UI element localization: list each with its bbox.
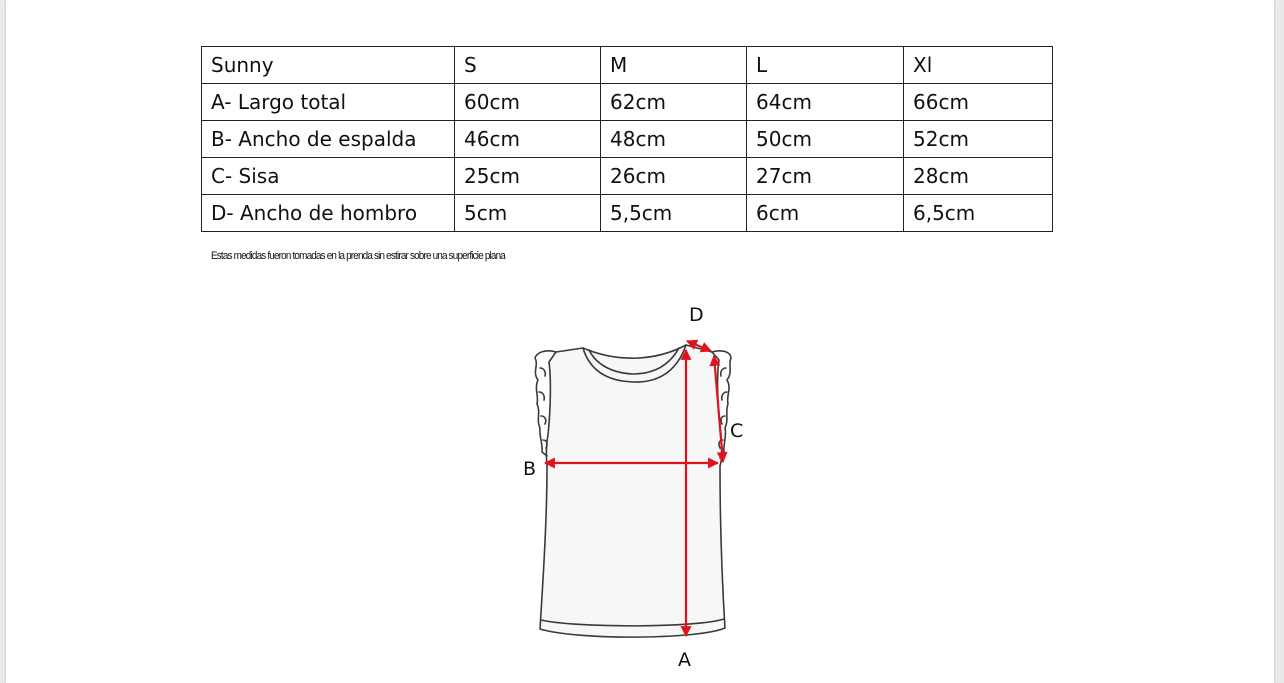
table-cell: 64cm xyxy=(747,84,904,121)
row-label: D- Ancho de hombro xyxy=(202,195,455,232)
table-cell: 28cm xyxy=(904,158,1053,195)
header-cell-size-l: L xyxy=(747,47,904,84)
header-cell-size-s: S xyxy=(455,47,601,84)
garment-diagram xyxy=(506,295,766,665)
table-cell: 62cm xyxy=(601,84,747,121)
row-label: B- Ancho de espalda xyxy=(202,121,455,158)
table-row xyxy=(202,121,1053,158)
table-cell: 48cm xyxy=(601,121,747,158)
table-cell: 50cm xyxy=(747,121,904,158)
table-row xyxy=(202,84,1053,121)
label-a: A xyxy=(678,649,691,671)
document-page xyxy=(6,0,1274,683)
measurement-note: Estas medidas fueron tomadas en la prenda sin estirar sobre una superficie plana xyxy=(211,250,506,262)
header-cell-product: Sunny xyxy=(202,47,455,84)
table-cell: 66cm xyxy=(904,84,1053,121)
table-cell: 5cm xyxy=(455,195,601,232)
table-cell: 27cm xyxy=(747,158,904,195)
header-cell-size-xl: Xl xyxy=(904,47,1053,84)
table-cell: 60cm xyxy=(455,84,601,121)
row-label: A- Largo total xyxy=(202,84,455,121)
table-row xyxy=(202,158,1053,195)
table-header-row xyxy=(202,47,1053,84)
size-chart-table xyxy=(201,46,1053,232)
label-d: D xyxy=(689,304,704,326)
label-c: C xyxy=(730,420,744,442)
label-b: B xyxy=(523,458,537,480)
sleeveless-ruffle-top-icon xyxy=(535,345,731,637)
table-row xyxy=(202,195,1053,232)
table-cell: 6cm xyxy=(747,195,904,232)
table-cell: 52cm xyxy=(904,121,1053,158)
table-cell: 26cm xyxy=(601,158,747,195)
table-cell: 5,5cm xyxy=(601,195,747,232)
header-cell-size-m: M xyxy=(601,47,747,84)
row-label: C- Sisa xyxy=(202,158,455,195)
table-cell: 25cm xyxy=(455,158,601,195)
table-cell: 46cm xyxy=(455,121,601,158)
table-cell: 6,5cm xyxy=(904,195,1053,232)
